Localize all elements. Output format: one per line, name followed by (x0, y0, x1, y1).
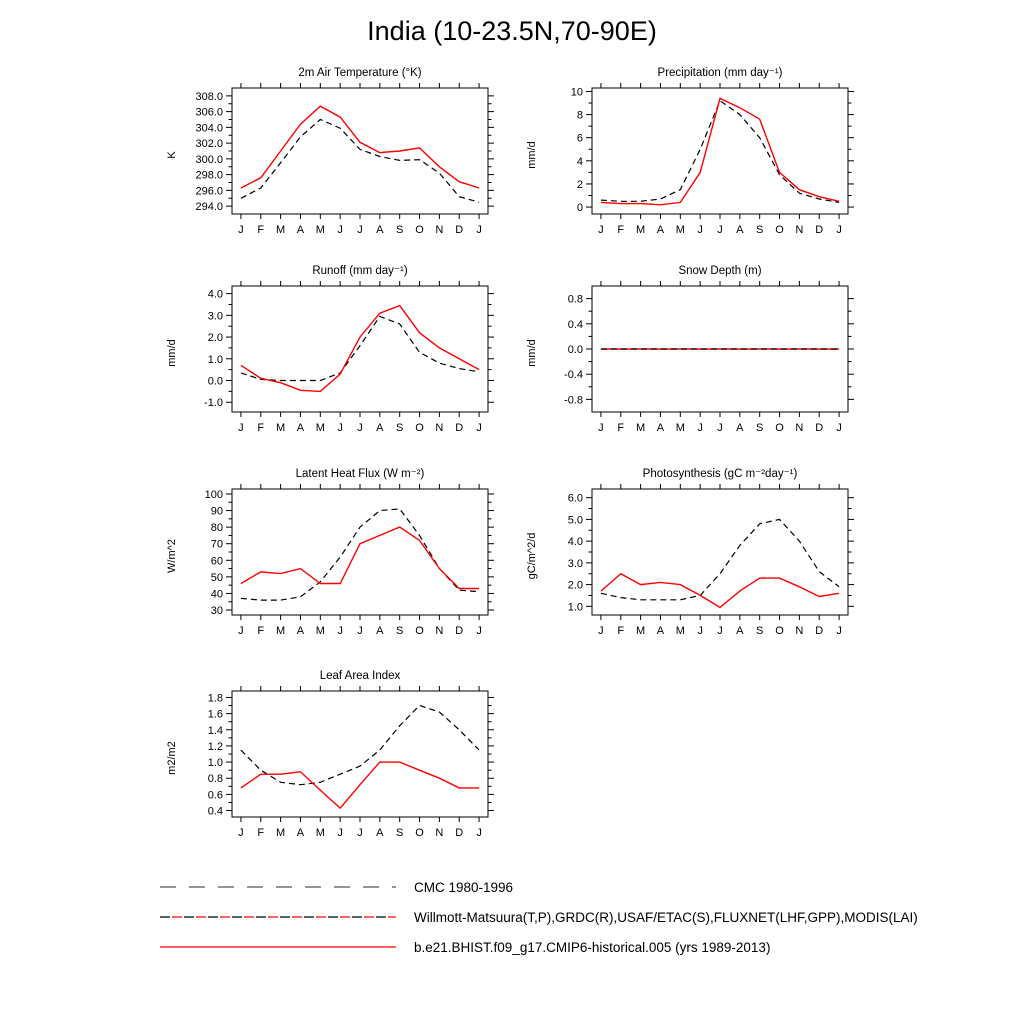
svg-text:N: N (795, 224, 804, 236)
svg-text:1.6: 1.6 (207, 708, 223, 721)
svg-text:-1.0: -1.0 (204, 397, 223, 410)
svg-text:J: J (238, 827, 244, 839)
latent-heat-flux-plot (152, 463, 504, 645)
svg-text:N: N (435, 422, 444, 434)
svg-text:A: A (736, 625, 744, 637)
legend-label-obs: Willmott-Matsuura(T,P),GRDC(R),USAF/ETAC(S),FLUXNET(LHF,GPP),MODIS(LAI) (414, 909, 918, 925)
svg-text:K: K (166, 151, 178, 159)
svg-text:M: M (315, 422, 325, 434)
svg-text:0.0: 0.0 (567, 344, 583, 356)
svg-text:O: O (775, 224, 784, 236)
svg-text:M: M (675, 625, 685, 637)
svg-text:J: J (357, 422, 363, 434)
svg-text:J: J (357, 224, 363, 236)
svg-text:A: A (736, 422, 744, 434)
legend-row-obs (158, 902, 918, 932)
svg-text:F: F (617, 422, 625, 434)
svg-text:306.0: 306.0 (195, 106, 223, 119)
svg-text:1.4: 1.4 (207, 724, 223, 737)
svg-text:3.0: 3.0 (207, 310, 223, 323)
svg-text:A: A (656, 224, 665, 236)
svg-text:S: S (396, 422, 404, 434)
svg-text:0.4: 0.4 (567, 318, 583, 331)
svg-text:A: A (656, 625, 665, 637)
legend-row-model (158, 932, 918, 962)
svg-text:M: M (315, 224, 325, 236)
photosynthesis-plot (512, 463, 864, 645)
chart-leaf-area-index (152, 665, 504, 847)
svg-text:J: J (238, 625, 244, 637)
legend-line-dashed-mixed-icon (158, 910, 398, 924)
legend-label-model: b.e21.BHIST.f09_g17.CMIP6-historical.005 (yrs 1989-2013) (414, 939, 771, 955)
svg-text:J: J (598, 625, 604, 637)
precipitation-plot (512, 62, 864, 244)
svg-text:N: N (435, 625, 444, 637)
svg-text:J: J (476, 827, 482, 839)
svg-text:6.0: 6.0 (567, 492, 583, 505)
svg-text:Latent Heat Flux (W m⁻²): Latent Heat Flux (W m⁻²) (295, 468, 425, 480)
svg-text:1.0: 1.0 (567, 601, 583, 614)
svg-text:M: M (276, 422, 286, 434)
page-title: India (10-23.5N,70-90E) (367, 16, 657, 46)
svg-text:mm/d: mm/d (166, 339, 178, 367)
svg-text:J: J (598, 224, 604, 236)
svg-text:N: N (435, 827, 444, 839)
svg-text:304.0: 304.0 (195, 122, 223, 135)
svg-text:30: 30 (210, 605, 223, 618)
svg-text:A: A (656, 422, 665, 434)
snow-depth-plot (512, 260, 864, 442)
svg-text:N: N (435, 224, 444, 236)
svg-text:D: D (455, 224, 464, 236)
svg-text:Photosynthesis (gC m⁻²day⁻¹): Photosynthesis (gC m⁻²day⁻¹) (642, 468, 798, 480)
svg-text:A: A (296, 224, 305, 236)
leaf-area-index-plot (152, 665, 504, 847)
svg-text:A: A (376, 827, 384, 839)
svg-text:300.0: 300.0 (195, 153, 223, 166)
svg-text:8: 8 (576, 109, 583, 122)
svg-text:F: F (257, 625, 265, 637)
svg-text:0.0: 0.0 (207, 375, 223, 388)
svg-text:J: J (836, 422, 842, 434)
svg-text:1.2: 1.2 (207, 740, 223, 753)
svg-text:A: A (296, 827, 305, 839)
svg-text:J: J (836, 625, 842, 637)
chart-snow-depth (512, 260, 864, 442)
svg-text:J: J (717, 422, 723, 434)
svg-text:308.0: 308.0 (195, 90, 223, 103)
svg-text:J: J (357, 827, 363, 839)
svg-text:O: O (415, 827, 424, 839)
svg-text:M: M (276, 827, 286, 839)
svg-text:4.0: 4.0 (207, 288, 223, 301)
svg-text:0.8: 0.8 (567, 293, 583, 306)
svg-text:M: M (636, 422, 646, 434)
svg-text:1.0: 1.0 (207, 353, 223, 366)
svg-text:M: M (315, 827, 325, 839)
svg-text:D: D (815, 625, 824, 637)
chart-runoff (152, 260, 504, 442)
legend (158, 872, 918, 962)
svg-text:100: 100 (204, 488, 223, 501)
svg-text:A: A (376, 625, 384, 637)
svg-text:1.8: 1.8 (207, 692, 223, 705)
svg-text:6: 6 (576, 132, 583, 145)
svg-text:J: J (598, 422, 604, 434)
svg-text:2: 2 (576, 178, 583, 191)
svg-text:S: S (756, 224, 764, 236)
svg-text:S: S (756, 625, 764, 637)
svg-text:302.0: 302.0 (195, 138, 223, 151)
svg-text:Snow Depth (m): Snow Depth (m) (678, 265, 762, 277)
svg-text:0.6: 0.6 (207, 789, 223, 802)
svg-text:J: J (337, 827, 343, 839)
svg-text:O: O (775, 625, 784, 637)
svg-text:M: M (315, 625, 325, 637)
svg-text:J: J (337, 224, 343, 236)
svg-text:N: N (795, 422, 804, 434)
svg-text:4.0: 4.0 (567, 536, 583, 549)
svg-text:10: 10 (570, 86, 583, 99)
svg-text:80: 80 (210, 522, 223, 535)
svg-text:J: J (697, 224, 703, 236)
svg-text:M: M (675, 224, 685, 236)
svg-text:M: M (675, 422, 685, 434)
svg-text:J: J (476, 625, 482, 637)
svg-text:M: M (636, 625, 646, 637)
svg-text:0.4: 0.4 (207, 805, 223, 818)
legend-line-dashed-gray-icon (158, 880, 398, 894)
svg-text:W/m^2: W/m^2 (166, 539, 178, 573)
svg-text:J: J (238, 422, 244, 434)
svg-text:J: J (476, 422, 482, 434)
svg-text:F: F (617, 224, 625, 236)
svg-text:Leaf Area Index: Leaf Area Index (319, 670, 401, 682)
chart-photosynthesis (512, 463, 864, 645)
chart-2m-air-temperature (152, 62, 504, 244)
chart-precipitation (512, 62, 864, 244)
svg-text:D: D (455, 827, 464, 839)
svg-text:A: A (376, 224, 384, 236)
svg-text:O: O (415, 625, 424, 637)
svg-text:J: J (717, 625, 723, 637)
svg-text:-0.8: -0.8 (564, 394, 583, 407)
svg-text:40: 40 (210, 588, 223, 601)
svg-text:D: D (455, 625, 464, 637)
chart-latent-heat-flux (152, 463, 504, 645)
svg-text:3.0: 3.0 (567, 557, 583, 570)
svg-text:D: D (455, 422, 464, 434)
svg-text:-0.4: -0.4 (564, 369, 583, 382)
svg-text:0: 0 (576, 202, 583, 215)
svg-text:M: M (636, 224, 646, 236)
svg-text:J: J (697, 625, 703, 637)
svg-text:J: J (697, 422, 703, 434)
svg-text:A: A (296, 422, 305, 434)
svg-text:50: 50 (210, 571, 223, 584)
svg-text:5.0: 5.0 (567, 514, 583, 527)
svg-text:J: J (337, 625, 343, 637)
svg-text:J: J (337, 422, 343, 434)
svg-text:S: S (756, 422, 764, 434)
svg-text:2.0: 2.0 (567, 579, 583, 592)
legend-line-solid-red-icon (158, 940, 398, 954)
svg-text:90: 90 (210, 505, 223, 518)
svg-text:S: S (396, 625, 404, 637)
svg-text:J: J (717, 224, 723, 236)
svg-text:Runoff (mm day⁻¹): Runoff (mm day⁻¹) (312, 265, 408, 277)
svg-text:O: O (415, 224, 424, 236)
svg-text:O: O (775, 422, 784, 434)
svg-text:2.0: 2.0 (207, 332, 223, 345)
legend-label-cmc: CMC 1980-1996 (414, 879, 514, 895)
svg-text:0.8: 0.8 (207, 773, 223, 786)
legend-row-cmc (158, 872, 918, 902)
svg-text:294.0: 294.0 (195, 201, 223, 214)
svg-text:S: S (396, 224, 404, 236)
2m-air-temperature-plot (152, 62, 504, 244)
svg-text:O: O (415, 422, 424, 434)
svg-text:F: F (257, 827, 265, 839)
svg-text:mm/d: mm/d (526, 141, 538, 169)
svg-text:J: J (357, 625, 363, 637)
svg-text:N: N (795, 625, 804, 637)
runoff-plot (152, 260, 504, 442)
svg-text:298.0: 298.0 (195, 169, 223, 182)
svg-text:1.0: 1.0 (207, 757, 223, 770)
svg-text:Precipitation (mm day⁻¹): Precipitation (mm day⁻¹) (657, 67, 783, 79)
svg-text:M: M (276, 625, 286, 637)
svg-text:A: A (296, 625, 305, 637)
svg-text:296.0: 296.0 (195, 185, 223, 198)
svg-text:J: J (238, 224, 244, 236)
svg-text:D: D (815, 224, 824, 236)
svg-text:m2/m2: m2/m2 (166, 741, 178, 775)
svg-text:F: F (257, 224, 265, 236)
svg-text:J: J (836, 224, 842, 236)
svg-text:J: J (476, 224, 482, 236)
svg-text:A: A (376, 422, 384, 434)
svg-text:mm/d: mm/d (526, 339, 538, 367)
svg-text:70: 70 (210, 538, 223, 551)
svg-text:2m Air Temperature (°K): 2m Air Temperature (°K) (298, 67, 422, 79)
svg-text:F: F (257, 422, 265, 434)
svg-text:60: 60 (210, 555, 223, 568)
svg-text:D: D (815, 422, 824, 434)
svg-text:A: A (736, 224, 744, 236)
svg-text:F: F (617, 625, 625, 637)
svg-text:S: S (396, 827, 404, 839)
svg-text:gC/m^2/d: gC/m^2/d (526, 532, 538, 580)
svg-text:4: 4 (576, 155, 583, 168)
svg-text:M: M (276, 224, 286, 236)
